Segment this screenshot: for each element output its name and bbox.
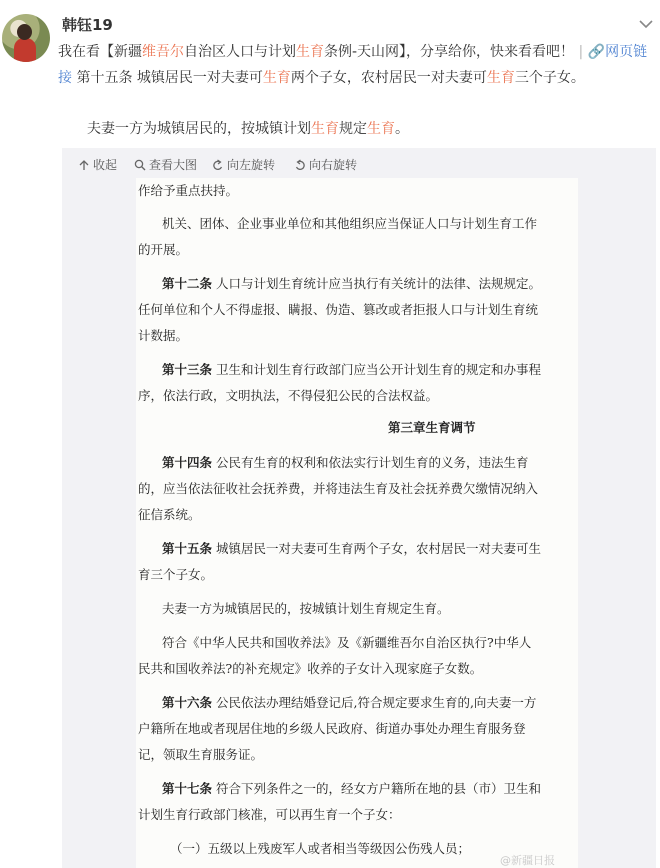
doc-line: 任何单位和个人不得虚报、瞒报、伪造、篡改或者拒报人口与计划生育统 — [138, 302, 539, 317]
chevron-down-icon[interactable] — [636, 14, 656, 34]
doc-line: 符合《中华人民共和国收养法》及《新疆维吾尔自治区执行?中华人 — [162, 635, 532, 650]
doc-line: 计数据。 — [138, 328, 189, 343]
rotate-right-icon — [294, 159, 306, 171]
doc-line: 户籍所在地或者现居住地的乡级人民政府、街道办事处办理生育服务登 — [138, 721, 526, 736]
doc-line: 民共和国收养法?的补充规定》收养的子女计入现家庭子女数。 — [138, 661, 483, 676]
doc-line: 第十三条 卫生和计划生育行政部门应当公开计划生育的规定和办事程 — [162, 362, 541, 377]
doc-line: 第十七条 符合下列条件之一的，经女方户籍所在地的县（市）卫生和 — [162, 781, 541, 796]
chapter-heading: 第三章生育调节 — [388, 420, 476, 435]
rotate-left-icon — [212, 159, 224, 171]
web-link[interactable]: 网页链 — [605, 44, 648, 60]
document-image[interactable] — [136, 178, 578, 868]
rotate-left-button[interactable]: 向左旋转 — [212, 156, 275, 173]
doc-line: 计划生育行政部门核准，可以再生育一个子女： — [138, 807, 401, 822]
post-text-line-1: 我在看【新疆维吾尔自治区人口与计划生育条例-天山网】，分享给你，快来看看吧！ | 🔗网页链 — [58, 44, 648, 60]
doc-line: 第十二条 人口与计划生育统计应当执行有关统计的法律、法规规定。 — [162, 276, 541, 291]
rotate-right-button[interactable]: 向右旋转 — [294, 156, 357, 173]
link-icon[interactable]: 🔗 — [587, 44, 606, 60]
doc-line: 第十六条 公民依法办理结婚登记后,符合规定要求生育的,向夫妻一方 — [162, 695, 537, 710]
doc-line: 的开展。 — [138, 242, 189, 257]
image-card — [62, 148, 656, 868]
doc-line: 征信系统。 — [138, 507, 201, 522]
magnify-icon — [134, 159, 146, 171]
doc-line: 序，依法行政，文明执法，不得侵犯公民的合法权益。 — [138, 388, 439, 403]
doc-line: （一）五级以上残废军人或者相当等级因公伤残人员； — [170, 841, 471, 856]
image-toolbar — [62, 148, 656, 178]
post-text-line-2: 接 第十五条 城镇居民一对夫妻可生育两个子女，农村居民一对夫妻可生育三个子女。 — [58, 70, 585, 86]
doc-line: 机关、团体、企业事业单位和其他组织应当保证人口与计划生育工作 — [162, 216, 538, 231]
post-text-line-3: 夫妻一方为城镇居民的，按城镇计划生育规定生育。 — [87, 121, 409, 137]
doc-line: 的，应当依法征收社会抚养费，并将违法生育及社会抚养费欠缴情况纳入 — [138, 481, 539, 496]
view-large-button[interactable]: 查看大图 — [134, 156, 197, 173]
doc-line: 育三个子女。 — [138, 567, 214, 582]
collapse-icon — [78, 159, 90, 171]
doc-line: 第十五条 城镇居民一对夫妻可生育两个子女，农村居民一对夫妻可生 — [162, 541, 541, 556]
collapse-button[interactable]: 收起 — [78, 156, 117, 173]
avatar[interactable] — [2, 14, 50, 62]
web-link-tail[interactable]: 接 — [58, 70, 72, 86]
doc-line: 第十四条 公民有生育的权利和依法实行计划生育的义务，违法生育 — [162, 455, 529, 470]
watermark: @新疆日报 — [500, 854, 555, 867]
doc-line: 夫妻一方为城镇居民的，按城镇计划生育规定生育。 — [162, 601, 450, 616]
doc-line: 作给予重点扶持。 — [138, 183, 239, 198]
username[interactable]: 韩钰19 — [62, 16, 113, 34]
doc-line: 记，领取生育服务证。 — [138, 747, 264, 762]
